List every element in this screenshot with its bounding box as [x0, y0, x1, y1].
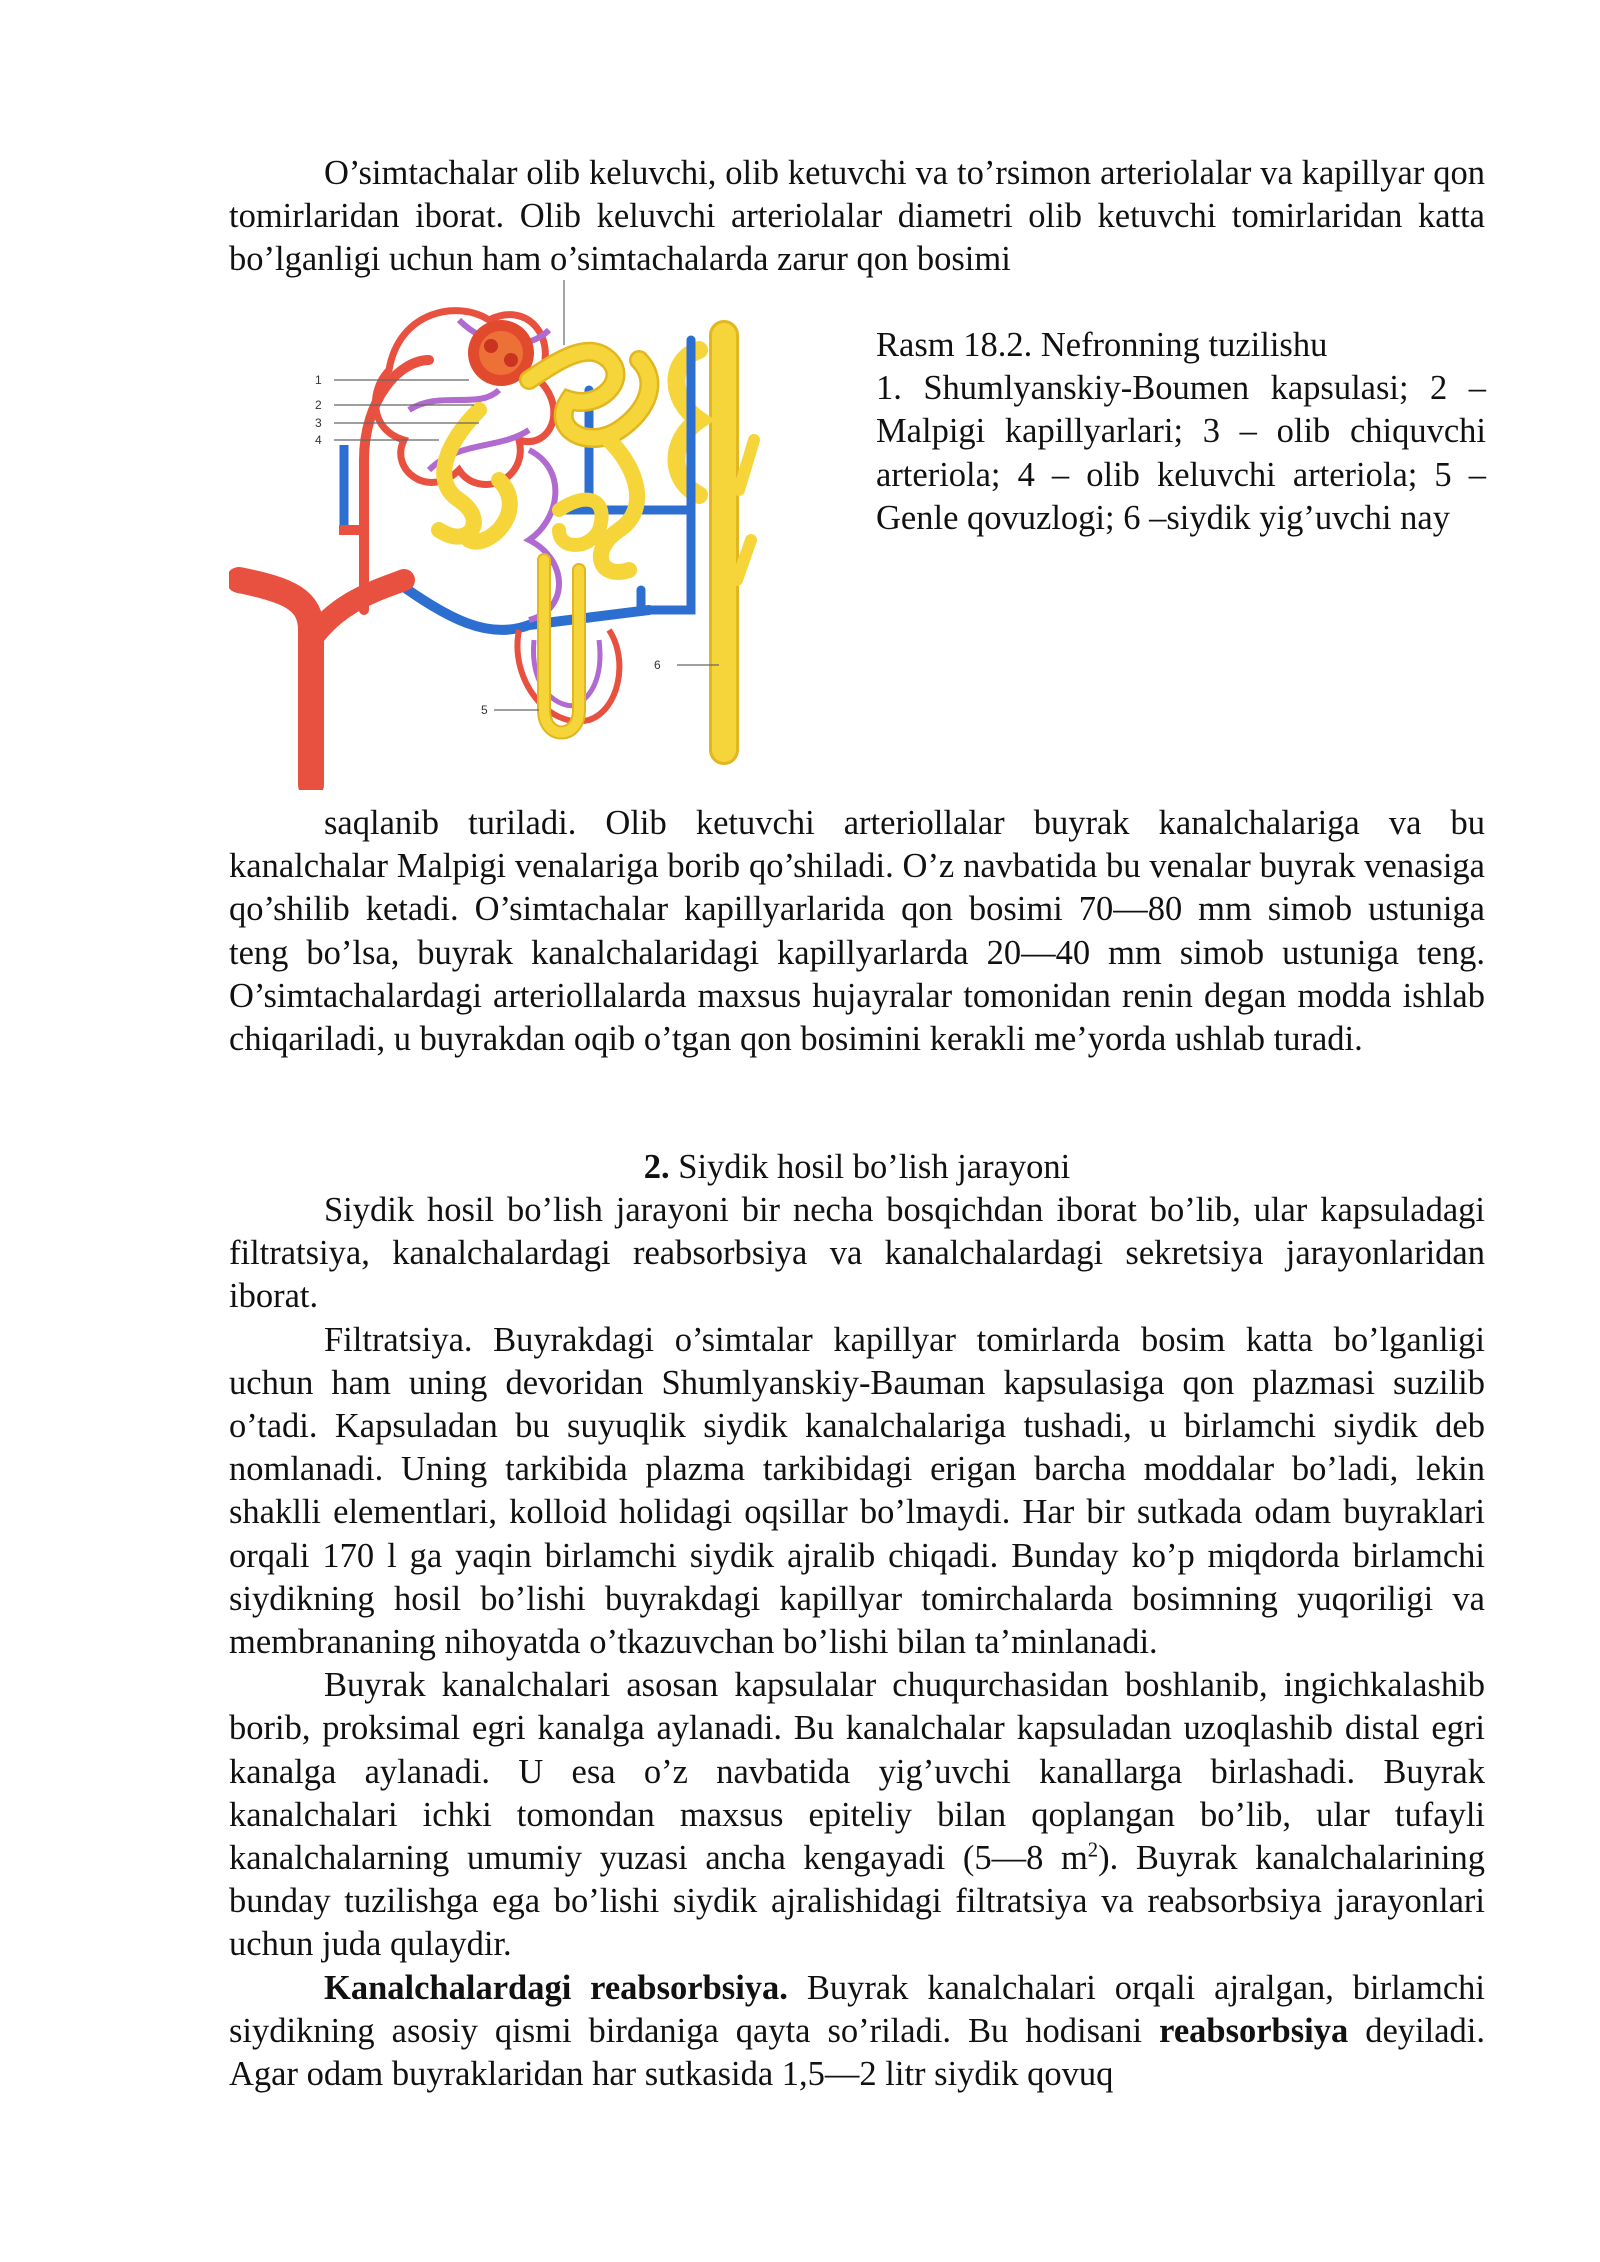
reabsorption-text-1: Buyrak kanalchalari orqali ajralgan, birlamchi siydikning asosiy qismi birdaniga qayta so’riladi. Bu hodisani	[229, 1968, 1485, 2050]
reabsorption-paragraph	[229, 1967, 1485, 2097]
figure-label-3: 3	[315, 416, 322, 430]
tubules-paragraph	[229, 1664, 1485, 1966]
reabsorption-heading: Kanalchalardagi reabsorbsiya.	[324, 1968, 788, 2007]
continuation-paragraph: saqlanib turiladi. Olib ketuvchi arteriollalar buyrak kanalchalariga va bu kanalchalar Malpigi venalariga borib qo’shiladi. O’z navbatida bu venalar buyrak venasiga qo’shilib ketadi. O’simtachalar kapillyarlarida qon bosimi 70—80 mm simob ustuniga teng bo’lsa, buyrak kanalchalaridagi kapillyarlarda 20—40 mm simob ustuniga teng. O’simtachalardagi arteriollalarda maxsus hujayralar tomonidan renin degan modda ishlab chiqariladi, u buyrakdan oqib o’tgan qon bosimini kerakli me’yorda ushlab turadi.	[229, 804, 1485, 1059]
nephron-figure	[229, 280, 769, 790]
intro-paragraph: O’simtachalar olib keluvchi, olib ketuvchi va to’rsimon arteriolalar va kapillyar qon tomirlaridan iborat. Olib keluvchi arteriolalar diametri olib ketuvchi tomirlaridan katta bo’lganligi uchun ham o’simtachalarda zarur qon bosimi	[229, 154, 1485, 279]
artery-vessel	[239, 580, 311, 785]
reabsorption-term: reabsorbsiya	[1159, 2011, 1349, 2050]
figure-label-1: 1	[315, 373, 322, 387]
caption-title: Rasm 18.2. Nefronning tuzilishu	[876, 326, 1328, 364]
figure-label-6: 6	[654, 658, 661, 672]
caption-body: 1. Shumlyanskiy-Boumen kapsulasi; 2 – Malpigi kapillyarlari; 3 – olib chiquvchi arteriola; 4 – olib keluvchi arteriola; 5 – Genle qovuzlogi; 6 –siydik yig’uvchi nay	[876, 369, 1486, 537]
section-body	[229, 1189, 1485, 2096]
stages-paragraph: Siydik hosil bo’lish jarayoni bir necha bosqichdan iborat bo’lib, ular kapsuladagi filtratsiya, kanalchalardagi reabsorbsiya va kanalchalardagi sekretsiya jarayonlaridan iborat.	[229, 1191, 1485, 1316]
tubules-text-end: ). Buyrak kanalchalarining bunday tuzilishga ega bo’lishi siydik ajralishidagi filtratsiya va reabsorbsiya jarayonlari uchun juda qulaydir.	[229, 1839, 1485, 1964]
intro-block	[229, 152, 1485, 282]
figure-caption	[876, 324, 1486, 540]
section-number: 2.	[643, 1148, 670, 1186]
nephron-illustration	[229, 280, 769, 790]
filtration-paragraph: Filtratsiya. Buyrakdagi o’simtalar kapillyar tomirlarda bosim katta bo’lganligi uchun ham uning devoridan Shumlyanskiy-Bauman kapsulasiga qon plazmasi suzilib o’tadi. Kapsuladan bu suyuqlik siydik kanalchalariga tushadi, u birlamchi siydik deb nomlanadi. Uning tarkibida plazma tarkibidagi erigan barcha moddalar bo’ladi, lekin shaklli elementlari, kolloid holidagi oqsillar bo’lmaydi. Har bir sutkada odam buyraklari orqali 170 l ga yaqin birlamchi siydik ajralib chiqadi. Bunday ko’p miqdorda birlamchi siydikning hosil bo’lishi buyrakdagi kapillyar tomirchalarda bosimning yuqoriligi va membrananing nihoyatda o’tkazuvchan bo’lishi bilan ta’minlanadi.	[229, 1320, 1485, 1662]
figure-label-4: 4	[315, 433, 322, 447]
figure-label-5: 5	[481, 703, 488, 717]
area-superscript: 2	[1087, 1839, 1099, 1862]
reabsorption-text-2: deyiladi. Agar odam buyraklaridan har sutkasida 1,5—2 litr siydik qovuq	[229, 2011, 1485, 2094]
figure-label-2: 2	[315, 398, 322, 412]
continuation-block	[229, 802, 1485, 1061]
tubules-text: Buyrak kanalchalari asosan kapsulalar chuqurchasidan boshlanib, ingichkalashib borib, proksimal egri kanalga aylanadi. Bu kanalchalar kapsuladan uzoqlashib distal egri kanalga aylanadi. U esa o’z navbatida yig’uvchi kanallarga birlashadi. Buyrak kanalchalari ichki tomondan maxsus epiteliy bilan qoplangan bo’lib, ular tufayli kanalchalarning umumiy yuzasi ancha kengayadi (5—8 m	[229, 1666, 1485, 1878]
section-heading	[229, 1146, 1485, 1189]
section-title: Siydik hosil bo’lish jarayoni	[678, 1148, 1071, 1186]
